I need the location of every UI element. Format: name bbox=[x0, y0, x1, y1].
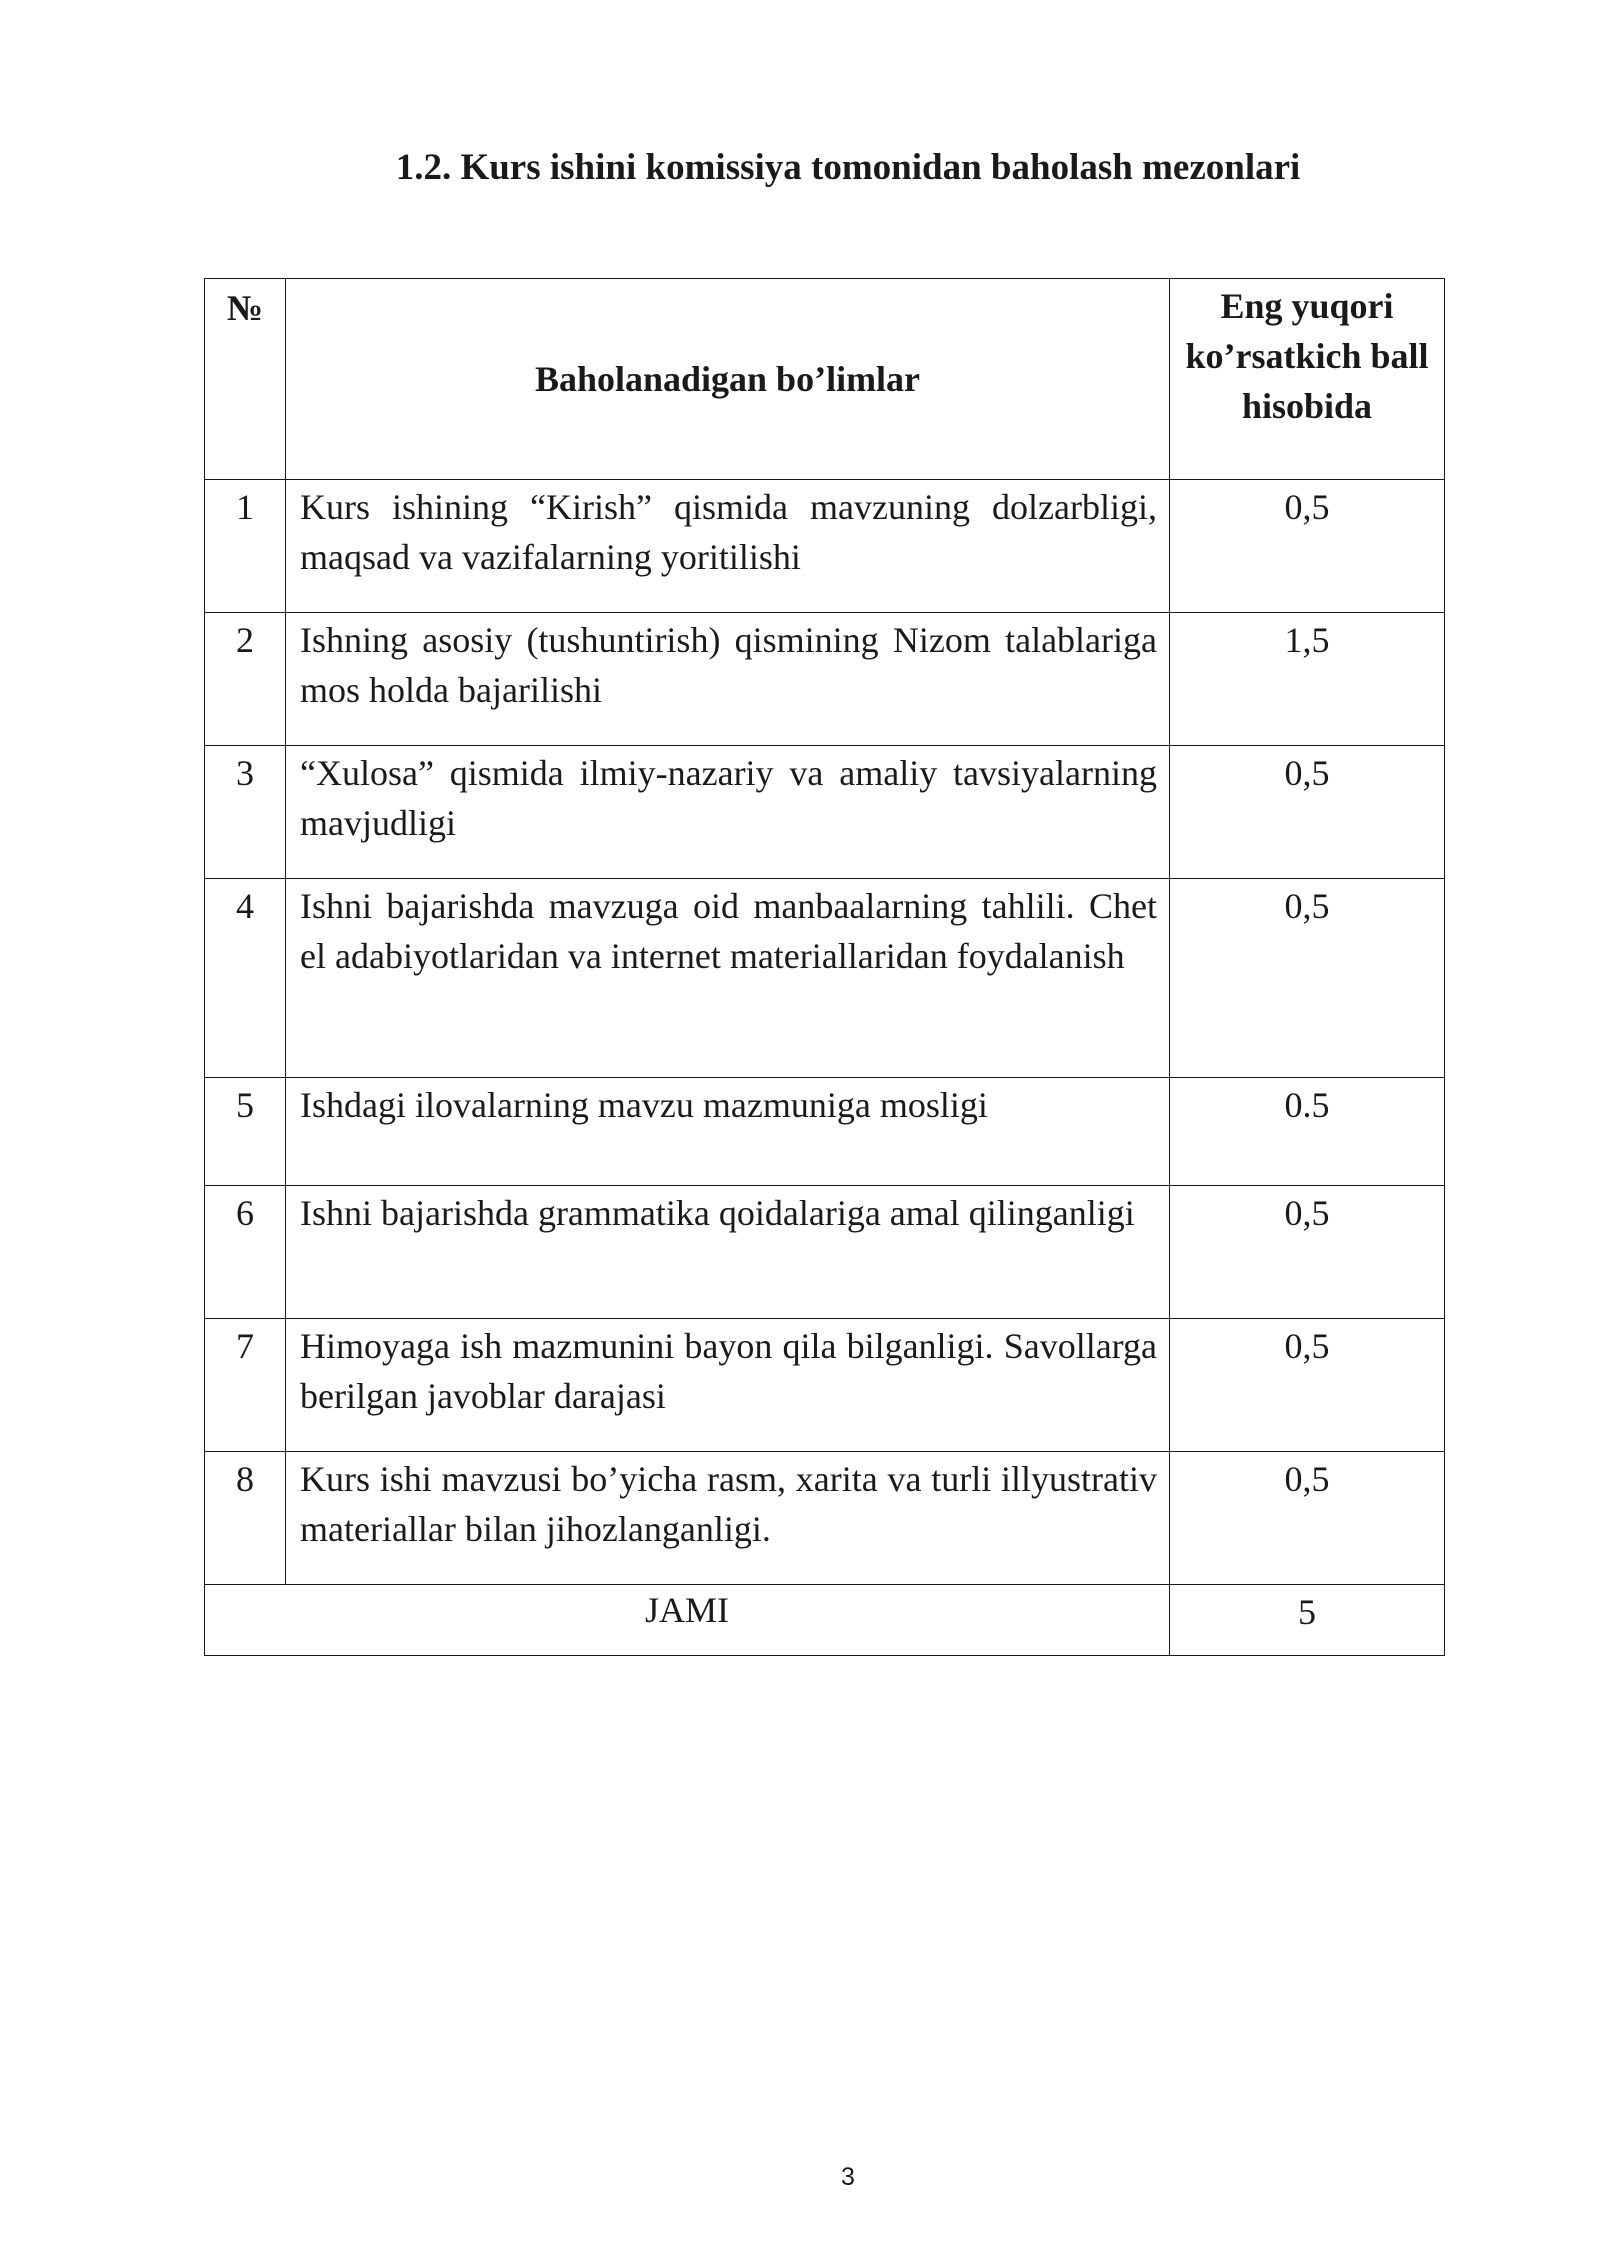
row-score: 0,5 bbox=[1170, 1186, 1445, 1319]
row-number: 7 bbox=[205, 1319, 286, 1452]
row-description: Ishdagi ilovalarning mavzu mazmuniga mosligi bbox=[286, 1078, 1170, 1186]
row-number: 2 bbox=[205, 613, 286, 746]
row-score: 0,5 bbox=[1170, 1319, 1445, 1452]
table-row bbox=[205, 746, 1445, 879]
header-number: № bbox=[205, 279, 286, 480]
row-number: 8 bbox=[205, 1452, 286, 1585]
row-number: 3 bbox=[205, 746, 286, 879]
header-max-score: Eng yuqori ko’rsatkich ball hisobida bbox=[1170, 279, 1445, 480]
row-number: 1 bbox=[205, 480, 286, 613]
table-total-row bbox=[205, 1585, 1445, 1656]
table-header-row bbox=[205, 279, 1445, 480]
criteria-table bbox=[204, 278, 1445, 1656]
row-score: 0,5 bbox=[1170, 879, 1445, 1078]
row-score: 0.5 bbox=[1170, 1078, 1445, 1186]
row-score: 0,5 bbox=[1170, 1452, 1445, 1585]
total-score: 5 bbox=[1170, 1585, 1445, 1656]
row-number: 6 bbox=[205, 1186, 286, 1319]
table-row bbox=[205, 1078, 1445, 1186]
table-row bbox=[205, 480, 1445, 613]
table-row bbox=[205, 1319, 1445, 1452]
header-section: Baholanadigan bo’limlar bbox=[286, 279, 1170, 480]
row-score: 0,5 bbox=[1170, 746, 1445, 879]
row-description: Himoyaga ish mazmunini bayon qila bilganligi. Savollarga berilgan javoblar darajasi bbox=[286, 1319, 1170, 1452]
row-score: 1,5 bbox=[1170, 613, 1445, 746]
document-title: 1.2. Kurs ishini komissiya tomonidan baholash mezonlari bbox=[395, 147, 1301, 188]
row-number: 4 bbox=[205, 879, 286, 1078]
row-score: 0,5 bbox=[1170, 480, 1445, 613]
row-description: Ishni bajarishda mavzuga oid manbaalarning tahlili. Chet el adabiyotlaridan va internet materiallaridan foydalanish bbox=[286, 879, 1170, 1078]
row-description: Kurs ishi mavzusi bo’yicha rasm, xarita va turli illyustrativ materiallar bilan jihozlanganligi. bbox=[286, 1452, 1170, 1585]
table-row bbox=[205, 1452, 1445, 1585]
table-row bbox=[205, 1186, 1445, 1319]
page-number: 3 bbox=[841, 2163, 855, 2191]
table-row bbox=[205, 879, 1445, 1078]
row-description: Kurs ishining “Kirish” qismida mavzuning dolzarbligi, maqsad va vazifalarning yoritilishi bbox=[286, 480, 1170, 613]
row-description: “Xulosa” qismida ilmiy-nazariy va amaliy tavsiyalarning mavjudligi bbox=[286, 746, 1170, 879]
row-description: Ishning asosiy (tushuntirish) qismining Nizom talablariga mos holda bajarilishi bbox=[286, 613, 1170, 746]
row-description: Ishni bajarishda grammatika qoidalariga amal qilinganligi bbox=[286, 1186, 1170, 1319]
table-row bbox=[205, 613, 1445, 746]
row-number: 5 bbox=[205, 1078, 286, 1186]
total-label: JAMI bbox=[205, 1585, 1170, 1656]
